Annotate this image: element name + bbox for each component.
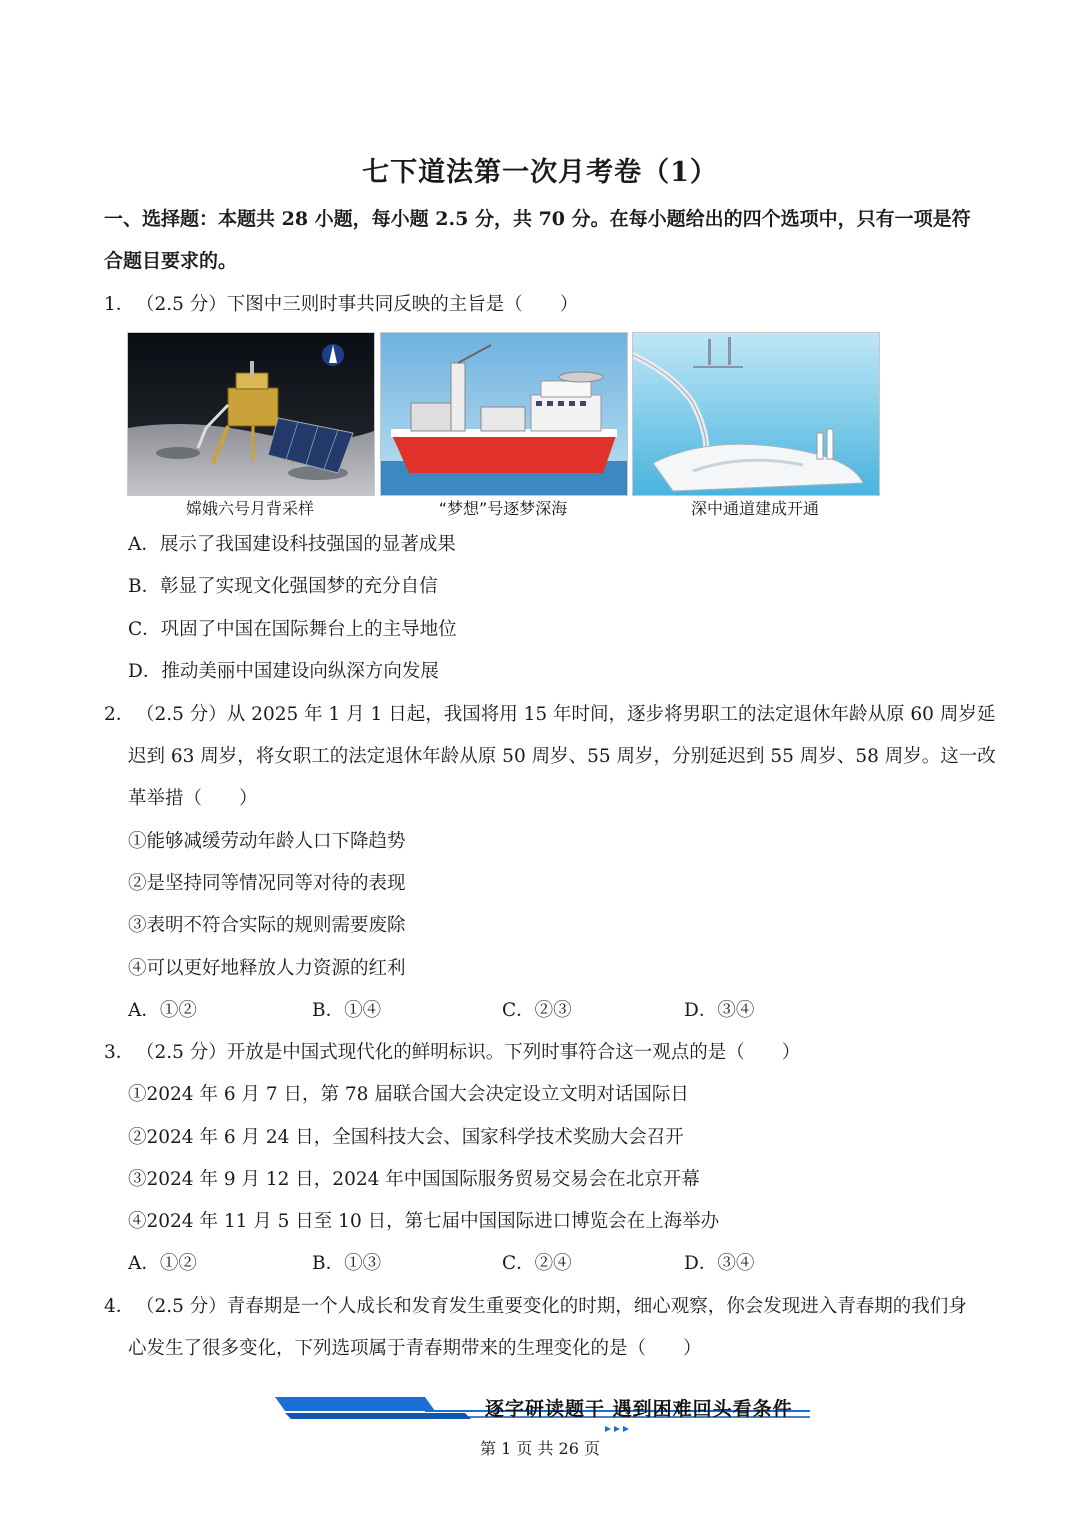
page-number: 第 1 页 共 26 页 xyxy=(480,1439,600,1458)
q1-option-c: C．巩固了中国在国际舞台上的主导地位 xyxy=(128,619,457,640)
question-2-line-2: 迟到 63 周岁，将女职工的法定退休年龄从原 50 周岁、55 周岁，分别延迟到 55 周岁、58 周岁。这一改 xyxy=(128,746,996,767)
q1-option-a: A．展示了我国建设科技强国的显著成果 xyxy=(128,534,456,555)
q2-choice-c: C．②③ xyxy=(502,1000,572,1021)
shenzhong-channel-photo xyxy=(632,332,880,496)
banner-slogan: 逐字研读题干 遇到困难回头看条件 xyxy=(485,1398,793,1420)
q3-choice-b: B．①③ xyxy=(312,1253,382,1274)
question-2-line-1: （2.5 分）从 2025 年 1 月 1 日起，我国将用 15 年时间，逐步将男职工的法定退休年龄从原 60 周岁延 xyxy=(136,704,996,725)
q3-statement-4: ④2024 年 11 月 5 日至 10 日，第七届中国国际进口博览会在上海举办 xyxy=(128,1211,720,1232)
question-4-line-1: （2.5 分）青春期是一个人成长和发育发生重要变化的时期，细心观察，你会发现进入青春期的我们身 xyxy=(136,1296,967,1317)
q1-option-b: B．彰显了实现文化强国梦的充分自信 xyxy=(128,576,438,597)
q3-statement-2: ②2024 年 6 月 24 日，全国科技大会、国家科学技术奖励大会召开 xyxy=(128,1127,684,1148)
caption-shenzhong: 深中通道建成开通 xyxy=(690,499,819,518)
question-number-3: 3． xyxy=(104,1042,135,1063)
q3-statement-1: ①2024 年 6 月 7 日，第 78 届联合国大会决定设立文明对话国际日 xyxy=(128,1084,689,1105)
question-3-stem: （2.5 分）开放是中国式现代化的鲜明标识。下列时事符合这一观点的是（ ） xyxy=(136,1042,801,1063)
question-2-line-3: 革举措（ ） xyxy=(128,788,258,809)
question-4-line-2: 心发生了很多变化，下列选项属于青春期带来的生理变化的是（ ） xyxy=(128,1338,702,1359)
q3-choice-c: C．②④ xyxy=(502,1253,572,1274)
q2-statement-4: ④可以更好地释放人力资源的红利 xyxy=(128,958,406,979)
caption-mengxiang: “梦想”号逐梦深海 xyxy=(438,499,568,518)
q3-choice-a: A．①② xyxy=(128,1253,197,1274)
q3-statement-3: ③2024 年 9 月 12 日，2024 年中国国际服务贸易交易会在北京开幕 xyxy=(128,1169,700,1190)
q3-choice-d: D．③④ xyxy=(684,1253,755,1274)
q2-statement-3: ③表明不符合实际的规则需要废除 xyxy=(128,915,406,936)
q2-statement-1: ①能够减缓劳动年龄人口下降趋势 xyxy=(128,831,406,852)
question-number-2: 2． xyxy=(104,704,135,725)
question-number-1: 1． xyxy=(104,294,135,315)
section-instructions: 一、选择题：本题共 28 小题，每小题 2.5 分，共 70 分。在每小题给出的四个选项中，只有一项是符合题目要求的。 xyxy=(104,208,971,272)
q1-option-d: D．推动美丽中国建设向纵深方向发展 xyxy=(128,661,439,682)
mengxiang-ship-photo xyxy=(380,332,628,496)
change6-photo xyxy=(127,332,375,496)
question-number-4: 4． xyxy=(104,1296,135,1317)
q2-statement-2: ②是坚持同等情况同等对待的表现 xyxy=(128,873,406,894)
q2-choice-a: A．①② xyxy=(128,1000,197,1021)
caption-change6: 嫦娥六号月背采样 xyxy=(185,499,314,518)
q2-choice-d: D．③④ xyxy=(684,1000,755,1021)
q2-choice-b: B．①④ xyxy=(312,1000,382,1021)
question-1-stem: （2.5 分）下图中三则时事共同反映的主旨是（ ） xyxy=(136,294,579,315)
page-title: 七下道法第一次月考卷（1） xyxy=(362,157,718,188)
